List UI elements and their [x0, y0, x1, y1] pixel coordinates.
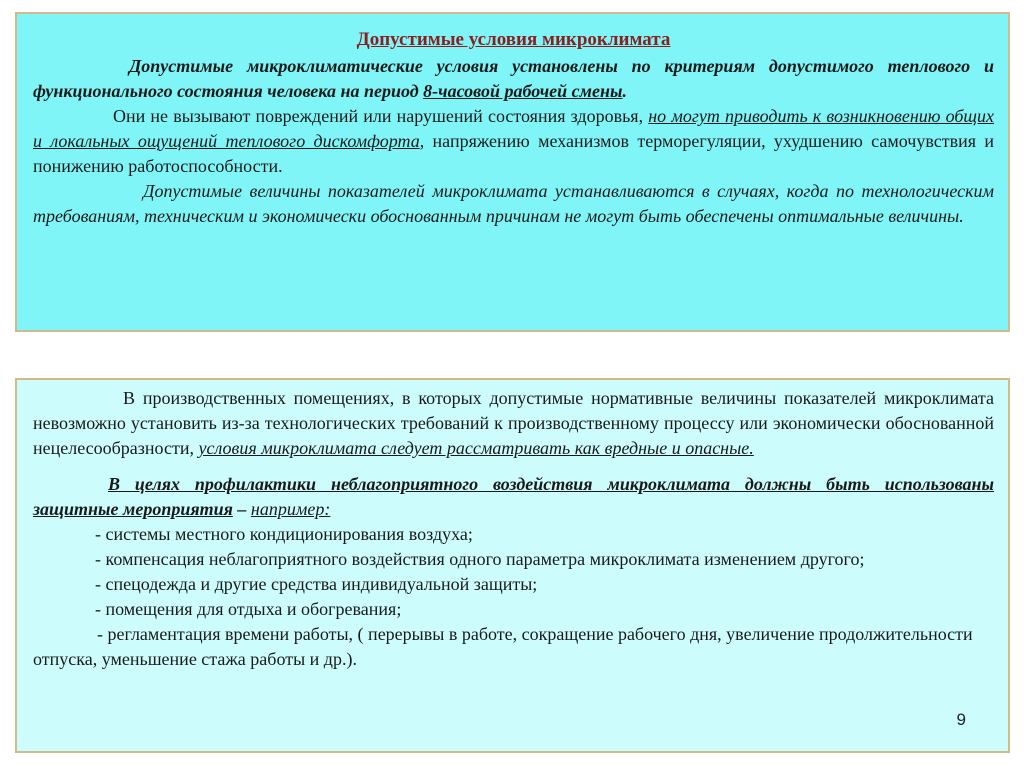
- paragraph-criteria: [33, 54, 994, 104]
- effects-end: , напряжению механизмов терморегуляции, ухудшению самочувствия и понижению работоспособности.: [33, 131, 994, 176]
- criteria-end: .: [622, 81, 627, 101]
- protection-panel: [15, 378, 1010, 753]
- paragraph-permissible: Допустимые величины показателей микроклимата устанавливаются в случаях, когда по технологическим требованиям, техническим и экономически обоснованным причинам не могут быть обеспечены оптимальные величины.: [33, 181, 994, 226]
- paragraph-production: [33, 386, 994, 461]
- list-item: - регламентация времени работы, ( перерывы в работе, сокращение рабочего дня, увеличение продолжительности отпуска, уменьшение стажа работы и др.).: [33, 624, 973, 669]
- microclimate-panel: [15, 12, 1010, 332]
- list-item: - системы местного кондиционирования воздуха;: [95, 524, 473, 544]
- example-label: например:: [250, 499, 331, 519]
- section-title: Допустимые условия микроклимата: [356, 29, 671, 50]
- list-item: - спецодежда и другие средства индивидуальной защиты;: [95, 574, 538, 594]
- list-item: - компенсация неблагоприятного воздействия одного параметра микроклимата изменением другого;: [95, 549, 865, 569]
- prevention-dash: –: [232, 499, 251, 519]
- paragraph-prevention: [33, 472, 994, 522]
- list-item: - помещения для отдыха и обогревания;: [95, 599, 402, 619]
- criteria-text: Допустимые микроклиматические условия установлены по критериям допустимого теплового и функционального состояния человека на период: [33, 56, 994, 101]
- production-text: В производственных помещениях, в которых допустимые нормативные величины показателей микроклимата невозможно установить из-за технологических требований к производственному процессу или экономически обоснованной нецелесообразности,: [33, 388, 994, 458]
- measures-list: [33, 522, 994, 672]
- prevention-text: В целях профилактики неблагоприятного воздействия микроклимата должны быть использованы защитные мероприятия: [33, 474, 994, 519]
- page-number: 9: [956, 710, 966, 729]
- work-shift-text: 8-часовой рабочей смены: [423, 81, 623, 101]
- paragraph-effects: [33, 104, 994, 179]
- effects-text: Они не вызывают повреждений или нарушений состояния здоровья,: [113, 106, 649, 126]
- discomfort-text: но могут приводить к возникновению общих и локальных ощущений теплового дискомфорта: [33, 106, 994, 151]
- harmful-conditions-text: условия микроклимата следует рассматривать как вредные и опасные.: [198, 438, 754, 458]
